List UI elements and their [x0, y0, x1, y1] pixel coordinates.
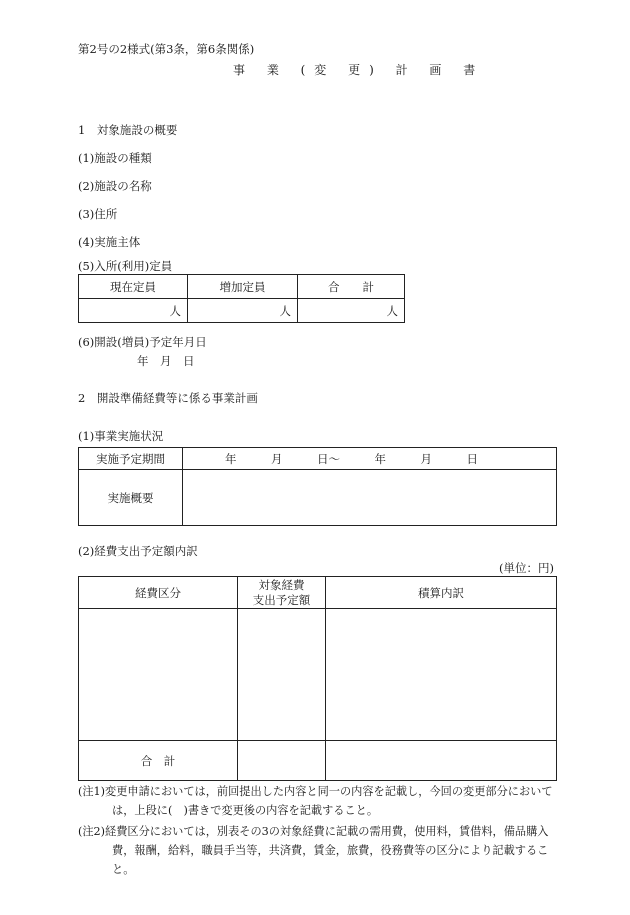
item-facility-type: (1)施設の種類: [78, 151, 152, 165]
opening-date-label: (6)開設(増員)予定年月日: [78, 335, 207, 349]
note-2-mark: (注2): [78, 825, 106, 838]
budget-category-cell[interactable]: [79, 609, 238, 741]
budget-total-amount[interactable]: [238, 741, 326, 781]
budget-header-amount: [238, 577, 326, 609]
budget-header-breakdown: 積算内訳: [326, 577, 557, 609]
note-2-text: 経費区分においては，別表その3の対象経費に記載の需用費，使用料，賃借料，備品購入費，報酬，給料，職員手当等，共済費，賃金，旅費，役務費等の区分により記載すること。: [105, 825, 549, 876]
budget-amount-cell[interactable]: [238, 609, 326, 741]
budget-table: [78, 576, 557, 781]
note-1: [78, 782, 558, 820]
document-title: 事 業 (変 更) 計 画 書: [233, 63, 485, 77]
budget-total-label: 合 計: [79, 741, 238, 781]
capacity-header-increase: 増加定員: [188, 275, 298, 299]
budget-label: (2)経費支出予定額内訳: [78, 544, 198, 558]
status-table: [78, 447, 557, 526]
capacity-unit-total[interactable]: 人: [298, 299, 405, 323]
capacity-unit-increase[interactable]: 人: [188, 299, 298, 323]
item-operator: (4)実施主体: [78, 235, 141, 249]
note-1-mark: (注1): [78, 785, 106, 798]
budget-header-amount-line1: 対象経費: [258, 577, 305, 592]
item-capacity: (5)入所(利用)定員: [78, 259, 173, 273]
budget-total-breakdown[interactable]: [326, 741, 557, 781]
item-facility-name: (2)施設の名称: [78, 179, 152, 193]
opening-date-value: 年 月 日: [137, 354, 195, 368]
budget-header-category: 経費区分: [79, 577, 238, 609]
budget-header-amount-line2: 支出予定額: [252, 592, 311, 607]
capacity-table: [78, 274, 405, 323]
item-address: (3)住所: [78, 207, 118, 221]
section2-heading: 2 開設準備経費等に係る事業計画: [78, 391, 258, 405]
form-number: 第2号の2様式(第3条，第6条関係): [78, 42, 255, 56]
period-label: 実施予定期間: [79, 448, 183, 470]
budget-breakdown-cell[interactable]: [326, 609, 557, 741]
section1-heading: 1 対象施設の概要: [78, 123, 178, 137]
period-value[interactable]: 年 月 日～ 年 月 日: [183, 448, 557, 470]
capacity-unit-current[interactable]: 人: [79, 299, 188, 323]
overview-value[interactable]: [183, 470, 557, 526]
capacity-header-current: 現在定員: [79, 275, 188, 299]
capacity-header-total: 合 計: [298, 275, 405, 299]
overview-label: 実施概要: [79, 470, 183, 526]
note-2: [78, 822, 558, 879]
status-label: (1)事業実施状況: [78, 429, 164, 443]
note-1-text: 変更申請においては，前回提出した内容と同一の内容を記載し，今回の変更部分においては，上段に( )書きで変更後の内容を記載すること。: [105, 785, 553, 817]
unit-note: (単位：円): [499, 561, 554, 575]
